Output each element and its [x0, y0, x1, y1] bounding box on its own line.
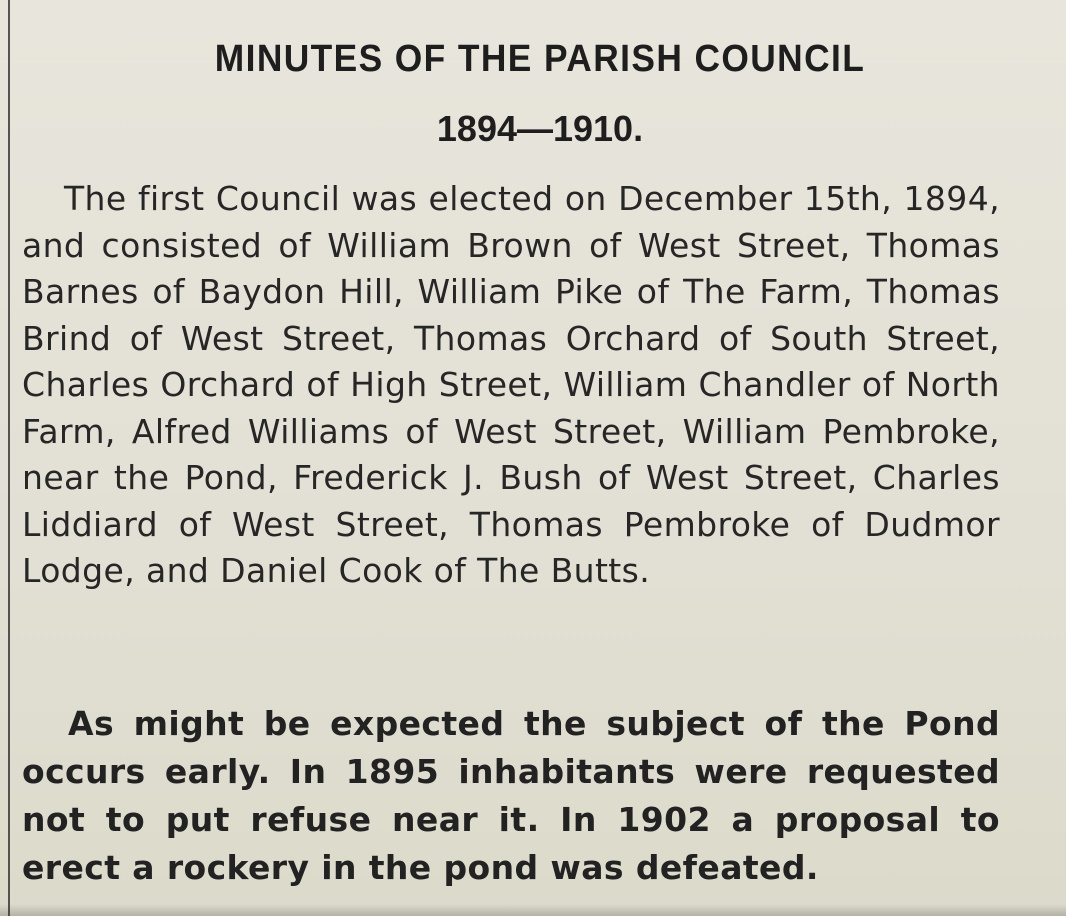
paragraph-first-council: The first Council was elected on December 15th, 1894, and consisted of William Brown of West Street, Thomas Barnes of Baydon Hill, William Pike of The Farm, Thomas Brind of West Street, Thomas Orchard of South Street, Charles Orchard of High Street, William Chandler of North Farm, Alfred Williams of West Street, William Pembroke, near the Pond, Frederick J. Bush of West Street, Charles Liddiard of West Street, Thomas Pembroke of Dudmor Lodge, and Daniel Cook of The Butts. [22, 179, 1000, 590]
page-edge-shadow [0, 904, 1066, 916]
article-heading: MINUTES OF THE PARISH COUNCIL [214, 38, 866, 80]
column-rule [8, 0, 10, 916]
article-years: 1894—1910. [436, 108, 644, 149]
paragraph-pond: As might be expected the subject of the Pond occurs early. In 1895 inhabitants were requested not to put refuse near it. In 1902 a proposal to erect a rockery in the pond was defeated. [22, 704, 1000, 887]
